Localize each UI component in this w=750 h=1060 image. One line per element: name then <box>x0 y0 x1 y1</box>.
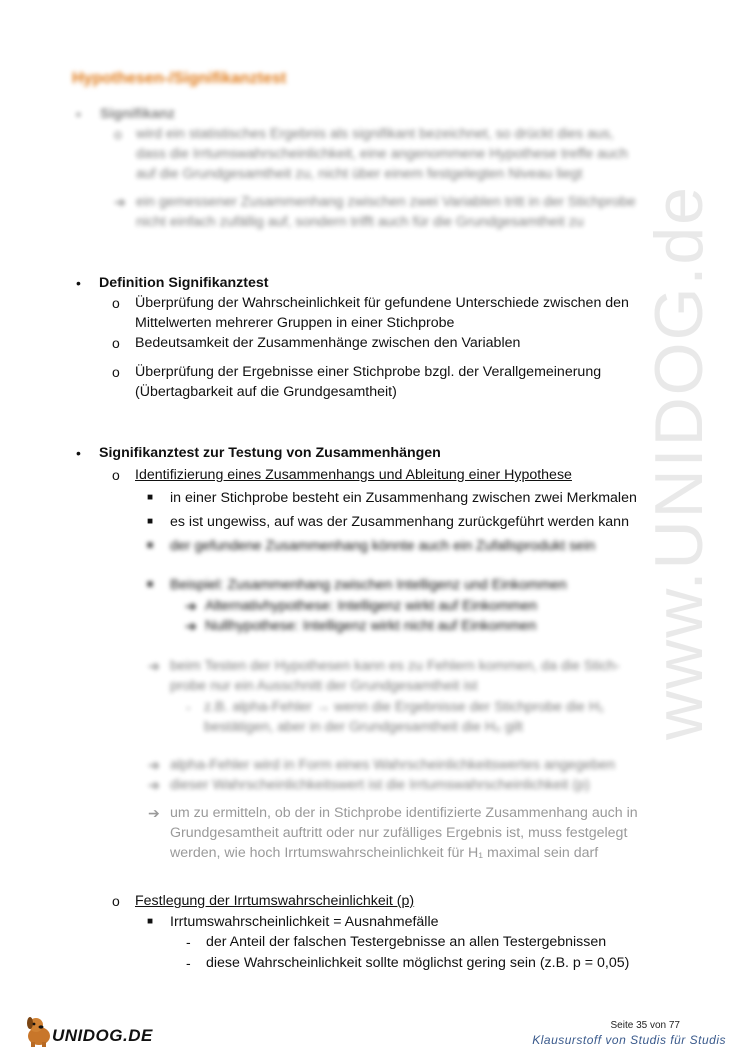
footer-tagline: Klausurstoff von Studis für Studis <box>532 1033 726 1047</box>
text-line: Grundgesamtheit auftritt oder nur zufälliges Ergebnis ist, muss festgelegt <box>170 825 628 841</box>
text-line: werden, wie hoch Irrtumswahrscheinlichkeit für H₁ maximal sein darf <box>170 845 599 861</box>
text-line: Irrtumswahrscheinlichkeit = Ausnahmefälle <box>170 914 439 930</box>
text-line: beim Testen der Hypothesen kann es zu Fehlern kommen, da die Stich- <box>170 658 621 674</box>
arrow-icon: ➔ <box>114 194 126 210</box>
text-line: Alternativhypothese: Intelligenz wirkt auf Einkommen <box>205 598 537 614</box>
dash: - <box>186 934 191 950</box>
bullet-circle: o <box>112 467 120 483</box>
text-line: Überprüfung der Ergebnisse einer Stichprobe bzgl. der Verallgemeinerung <box>135 364 602 380</box>
text-line: dieser Wahrscheinlichkeitswert ist die Irrtumswahrscheinlichkeit (p) <box>170 777 590 793</box>
dash: - <box>186 699 191 715</box>
subheading: Festlegung der Irrtumswahrscheinlichkeit (p) <box>135 893 415 909</box>
text-line: der Anteil der falschen Testergebnisse an allen Testergebnissen <box>206 934 607 950</box>
text-line: Mittelwerten mehrerer Gruppen in einer Stichprobe <box>135 315 455 331</box>
text-line: Beispiel: Zusammenhang zwischen Intelligenz und Einkommen <box>170 577 567 593</box>
text-line: Nullhypothese: Intelligenz wirkt nicht auf Einkommen <box>205 618 537 634</box>
text-line: wird ein statistisches Ergebnis als signifikant bezeichnet, so drückt dies aus, <box>136 126 614 142</box>
bullet-square: ■ <box>147 916 154 927</box>
text-line: bestätigen, aber in der Grundgesamtheit die H₀ gilt <box>204 719 523 735</box>
text-line: probe nur ein Ausschnitt der Grundgesamtheit ist <box>170 678 478 694</box>
text-line: in einer Stichprobe besteht ein Zusammenhang zwischen zwei Merkmalen <box>170 490 637 506</box>
bullet-square: ■ <box>147 516 154 527</box>
page-number: Seite 35 von 77 <box>610 1020 680 1031</box>
text-line: Überprüfung der Wahrscheinlichkeit für gefundene Unterschiede zwischen den <box>135 295 629 311</box>
text-line: nicht einfach zufällig auf, sondern trifft auch für die Grundgesamtheit zu <box>136 214 584 230</box>
text-line: dass die Irrtumswahrscheinlichkeit, eine angenommene Hypothese treffe auch <box>136 146 628 162</box>
arrow-icon: ➔ <box>185 598 197 614</box>
arrow-icon: ➔ <box>148 777 160 793</box>
text-line: der gefundene Zusammenhang könnte auch ein Zufallsprodukt sein <box>170 538 596 554</box>
bullet-circle: o <box>112 335 120 351</box>
text-line: auf die Grundgesamtheit zu, nicht über einem festgelegten Niveau liegt <box>136 166 583 182</box>
text-line: Signifikanz <box>100 106 175 122</box>
bullet-dot: • <box>76 106 81 122</box>
section-heading: Definition Signifikanztest <box>99 275 269 291</box>
arrow-icon: ➔ <box>185 618 197 634</box>
text-line: es ist ungewiss, auf was der Zusammenhang zurückgeführt werden kann <box>170 514 629 530</box>
dash: - <box>186 955 191 971</box>
watermark: www.UNIDOG.de <box>641 185 717 740</box>
bullet-square: ■ <box>147 579 154 590</box>
dog-logo-icon <box>22 1014 56 1048</box>
bullet-circle: o <box>112 295 120 311</box>
bullet-circle: o <box>112 364 120 380</box>
text-line: alpha-Fehler wird in Form eines Wahrscheinlichkeitswertes angegeben <box>170 757 616 773</box>
text-line: Bedeutsamkeit der Zusammenhänge zwischen den Variablen <box>135 335 521 351</box>
bullet-square: ■ <box>147 540 154 551</box>
text-line: z.B. alpha-Fehler → wenn die Ergebnisse der Stichprobe die H₁ <box>204 699 604 715</box>
bullet-square: ■ <box>147 492 154 503</box>
text-line: um zu ermitteln, ob der in Stichprobe identifizierte Zusammenhang auch in <box>170 805 638 821</box>
bullet-circle: o <box>114 126 122 142</box>
arrow-icon: ➔ <box>148 757 160 773</box>
logo-text: UNIDOG.DE <box>52 1026 153 1045</box>
arrow-icon: ➔ <box>148 805 160 821</box>
bullet-circle: o <box>112 893 120 909</box>
page-title: Hypothesen-/Signifikanztest <box>72 70 287 87</box>
bullet-dot: • <box>76 275 81 291</box>
text-line: diese Wahrscheinlichkeit sollte möglichst gering sein (z.B. p = 0,05) <box>206 955 630 971</box>
bullet-dot: • <box>76 445 81 461</box>
section-heading: Signifikanztest zur Testung von Zusammenhängen <box>99 445 441 461</box>
text-line: ein gemessener Zusammenhang zwischen zwei Variablen tritt in der Stichprobe <box>136 194 636 210</box>
arrow-icon: ➔ <box>148 658 160 674</box>
subheading: Identifizierung eines Zusammenhangs und Ableitung einer Hypothese <box>135 467 572 483</box>
text-line: (Übertagbarkeit auf die Grundgesamtheit) <box>135 384 397 400</box>
